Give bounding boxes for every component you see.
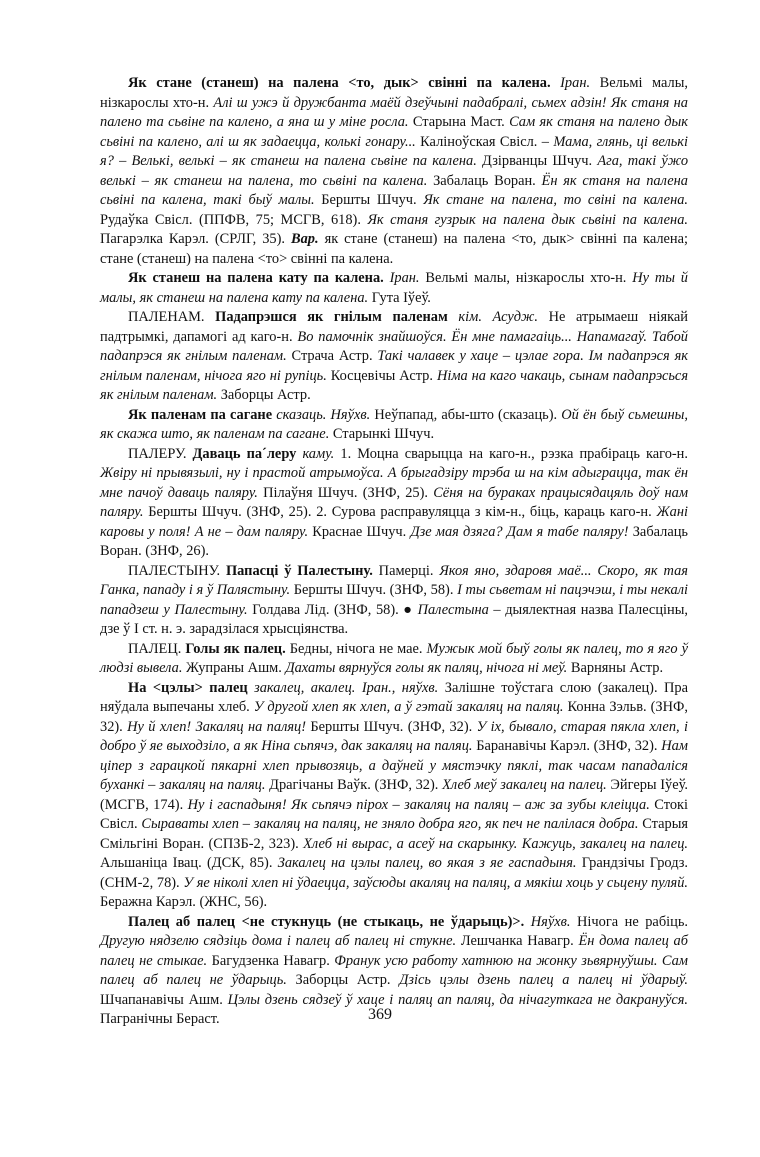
plain-text: Косцевічы Астр.	[326, 367, 437, 384]
italic-text: Сёня на бураках працысядацяль доў нам паляру.	[100, 484, 689, 520]
entry-paragraph	[100, 269, 688, 308]
plain-text: Неўпапад, абы-што (сказаць).	[370, 406, 562, 423]
plain-text: Каліноўская Свісл. –	[415, 133, 554, 150]
plain-text: Вельмі малы, нізкарослы хто-н.	[100, 75, 688, 111]
italic-text: Іран.	[560, 75, 591, 91]
italic-text: Цэлы дзень сядзеў ў хаце і паляц ап паляц, да нічагуткага не дакрануўся.	[227, 991, 689, 1008]
page-number: 369	[368, 1006, 392, 1023]
italic-text: Сам як станя на палено дык сьвіні па калено, алі ш як задаецца, колькі гонару...	[100, 114, 688, 150]
plain-text: 1. Моцна сварыцца на каго-н., рэзка прабіраць каго-н.	[334, 445, 688, 462]
italic-text: Мама, глянь, ці велькі я? – Велькі, велькі – як станеш на палена сьвіне па калена.	[100, 133, 689, 169]
plain-text: Варняны Астр.	[567, 660, 664, 676]
italic-text: Жвіру ні прывязылі, ну і прастой атрымоўса. А брыгадзіру трэба ш на кім адыграцца, так ён мне пачоў даваць паляру.	[100, 465, 688, 501]
headword: Даваць па´леру	[192, 445, 297, 462]
headword: Палец аб палец <не стукнуць (не стыкаць, не ўдарыць)>.	[128, 913, 525, 930]
plain-text: ПАЛЕРУ.	[128, 445, 193, 462]
plain-text: Бершты Шчуч. (ЗНФ, 58).	[290, 582, 458, 598]
plain-text: Заборцы Астр.	[286, 972, 400, 988]
italic-text: Ну ты й малы, як станеш на палена кату па калена.	[100, 270, 689, 306]
plain-text: Бершты Шчуч.	[314, 192, 424, 208]
italic-text: Якоя яно, здаровя маё... Скоро, як тая Ганка, пападу і я ў Палястыну.	[100, 562, 688, 598]
plain-text: Дзірванцы Шчуч.	[476, 153, 598, 169]
plain-text: ПАЛЕНАМ.	[128, 309, 216, 325]
dictionary-page-text	[100, 74, 688, 1030]
plain-text: Памерці.	[372, 562, 440, 579]
italic-text: Німа на каго чакаць, сынам падапрэсься як гнілым паленам.	[100, 367, 689, 403]
plain-text: Нічога не рабіць.	[570, 913, 688, 930]
plain-text	[551, 75, 561, 91]
entry-paragraph	[100, 562, 688, 640]
plain-text: Заборцы Астр.	[217, 387, 311, 403]
plain-text: Жупраны Ашм.	[182, 660, 286, 676]
entry-paragraph	[100, 445, 688, 562]
plain-text: Пілаўня Шчуч. (ЗНФ, 25).	[257, 484, 434, 501]
plain-text: Не атрымаеш ніякай падтрымкі, дапамогі ад каго-н.	[100, 309, 688, 345]
italic-text: Нам ціпер з гарацкой пякарні хлеп прывозяць, а даўней у мястэчку пяклі, так часам пападаліся буханкі – закаляц на паляц.	[100, 738, 688, 793]
plain-text: Эйгеры Іўеў. (МСГВ, 174).	[100, 777, 688, 813]
plain-text: – дыялектная назва Палесціны, дзе ў I ст. н. э. зарадзілася хрысціянства.	[100, 601, 688, 637]
plain-text: Пагранічны Бераст.	[100, 1011, 220, 1027]
italic-text: Дахаты вярнуўся голы як паляц, нічога ні меў.	[285, 660, 568, 676]
plain-text: Шчапанавічы Ашм.	[100, 991, 228, 1008]
plain-text: ПАЛЕСТЫНУ.	[128, 562, 226, 579]
italic-text: Сыраваты хлеп – закаляц на паляц, не зняло добра яго, як печ не палілася добра.	[141, 816, 639, 832]
italic-text: Як стане на палена, то свіні па калена.	[423, 192, 688, 208]
plain-text: Багудзенка Навагр.	[207, 952, 335, 969]
plain-text: Драгічаны Ваўк. (ЗНФ, 32).	[265, 777, 443, 793]
italic-text: Палестына	[417, 601, 489, 618]
entry-paragraph	[100, 679, 688, 913]
plain-text	[448, 309, 459, 325]
italic-text: Ну і гаспадыня! Як сьпячэ пірох – закаляц на паляц – аж за зубы клеіцца.	[187, 796, 650, 813]
headword: Голы як палец.	[185, 640, 286, 657]
italic-text: Ён дома палец аб палец не стыкае.	[100, 933, 688, 969]
plain-text: Залішне тоўстага слою (закалец). Пра няўдала выпечаны хлеб.	[100, 679, 688, 715]
plain-text: Гута Іўеў.	[368, 289, 431, 306]
plain-text: Забалаць Воран.	[427, 172, 542, 189]
italic-text: кім. Асудж.	[458, 309, 539, 325]
entry-paragraph	[100, 640, 688, 679]
headword: На <цэлы> палец	[128, 679, 248, 696]
italic-text: Няўхв.	[530, 913, 571, 930]
italic-text: Ой ён быў сьмешны, як скажа што, як паленам па сагане.	[100, 406, 688, 442]
italic-text: Ён як станя на палена сьвіні па калена, такі быў малы.	[100, 172, 688, 208]
italic-text: Хлеб меў закалец на палец.	[442, 777, 607, 793]
plain-text: Вельмі малы, нізкарослы хто-н.	[419, 270, 633, 286]
plain-text: Бершты Шчуч. (ЗНФ, 32).	[306, 718, 477, 735]
italic-text: У другой хлеп як хлеп, а ў гэтай закаляц на паляц.	[253, 699, 564, 715]
italic-text: Дзісь цэлы дзень палец а палец ні ўдарыў.	[399, 972, 688, 988]
plain-text: Баранавічы Карэл. (ЗНФ, 32).	[472, 738, 662, 754]
plain-text: Старынкі Шчуч.	[329, 426, 435, 442]
variant-label: Вар.	[291, 231, 319, 247]
plain-text: Лешчанка Навагр.	[456, 933, 579, 949]
italic-text: Франук усю работу хатнюю на жонку зьвярнуўшы. Сам палец аб палец не ўдарыць.	[100, 952, 688, 988]
plain-text: Краснае Шчуч.	[308, 523, 411, 540]
plain-text: Рудаўка Свісл. (ППФВ, 75; МСГВ, 618).	[100, 211, 368, 228]
headword: Падапрэшся як гнілым паленам	[215, 309, 448, 325]
plain-text: ПАЛЕЦ.	[128, 640, 186, 657]
entry-paragraph	[100, 74, 688, 269]
plain-text: Голдава Лід. (ЗНФ, 58). ●	[247, 601, 418, 618]
italic-text: сказаць. Няўхв.	[276, 406, 371, 423]
italic-text: У яе ніколі хлеп ні ўдаецца, заўсюды акаляц на паляц, а мякіш хоць у сьцену пуляй.	[183, 874, 688, 891]
plain-text: Бершты Шчуч. (ЗНФ, 25). 2. Сурова расправуляцца з кім-н., біць, караць каго-н.	[143, 504, 657, 520]
plain-text: Конна Зэльв. (ЗНФ, 32).	[100, 699, 688, 735]
italic-text: каму.	[302, 445, 335, 462]
headword: Папасці ў Палестыну.	[225, 562, 373, 579]
italic-text: Іран.	[389, 270, 420, 286]
plain-text: Беражна Карэл. (ЖНС, 56).	[100, 894, 268, 910]
italic-text: Закалец на цэлы палец, во якая з яе гаспадыня.	[277, 855, 577, 871]
italic-text: Такі чалавек у хаце – цэлае гора. Ім падапрэся як гнілым паленам, нічога яго ні рупіць.	[100, 348, 688, 384]
plain-text: Старыя Смільгіні Воран. (СПЗБ-2, 323).	[100, 816, 689, 852]
entry-paragraph	[100, 308, 688, 406]
italic-text: У іх, бывало, старая пякла хлеп, і добро ў яе выходзіло, а як Ніна сьпячэ, дак закаляц на паляц.	[100, 718, 688, 754]
italic-text: Ну й хлеп! Закаляц на паляц!	[127, 718, 307, 735]
italic-text: Во памочнік знайшоўся. Ён мне памагаіць... Напамагаў. Табой падапрэся як гнілым паленам.	[100, 328, 688, 364]
entry-paragraph	[100, 406, 688, 445]
italic-text: Другую нядзелю сядзіць дома і палец аб палец ні стукне.	[100, 933, 457, 949]
headword: Як паленам па сагане	[128, 406, 273, 423]
italic-text: закалец, акалец. Іран., няўхв.	[254, 679, 439, 696]
plain-text: Стокі Свісл.	[100, 796, 689, 832]
plain-text: як стане (станеш) на палена <то, дык> свінні па калена; стане (станеш) на палена <то> свінні па калена.	[100, 231, 688, 267]
italic-text: Жані каровы у поля! А не – дам паляру.	[100, 504, 688, 540]
italic-text: Дзе мая дзяга? Дам я табе паляру!	[410, 523, 629, 540]
italic-text: Мужык мой быў голы як палец, то я яго ў людзі вывела.	[100, 640, 688, 676]
italic-text: Хлеб ні вырас, а асеў на скарынку. Кажуць, закалец на палец.	[303, 835, 688, 852]
italic-text: Як станя гузрык на палена дык сьвіні па калена.	[367, 211, 688, 228]
plain-text: Забалаць Воран. (ЗНФ, 26).	[100, 523, 688, 559]
italic-text: Ага, такі ўжо велькі – як станеш на палена, то сьвіні па калена.	[100, 153, 689, 189]
headword: Як станеш на палена кату па калена.	[128, 270, 384, 286]
plain-text: Старына Маст.	[408, 114, 510, 130]
plain-text: Страча Астр.	[286, 348, 378, 364]
plain-text: Бедны, нічога не мае.	[285, 640, 427, 657]
plain-text: Альшаніца Івац. (ДСК, 85).	[100, 855, 278, 871]
plain-text: Грандзічы Гродз. (СНМ-2, 78).	[100, 855, 688, 891]
headword: Як стане (станеш) на палена <то, дык> свінні па калена.	[128, 75, 551, 91]
plain-text: Пагарэлка Карэл. (СРЛГ, 35).	[100, 231, 291, 247]
italic-text: Алі ш ужэ й дружбанта маёй дзеўчыні падабралі, сьмех адзін! Як станя на палено та сьвіне па калено, а яна ш у міне росла.	[100, 94, 688, 130]
italic-text: І ты сьветам ні пацэчэш, і ты некалі пападзеш у Палестыну.	[100, 582, 688, 618]
